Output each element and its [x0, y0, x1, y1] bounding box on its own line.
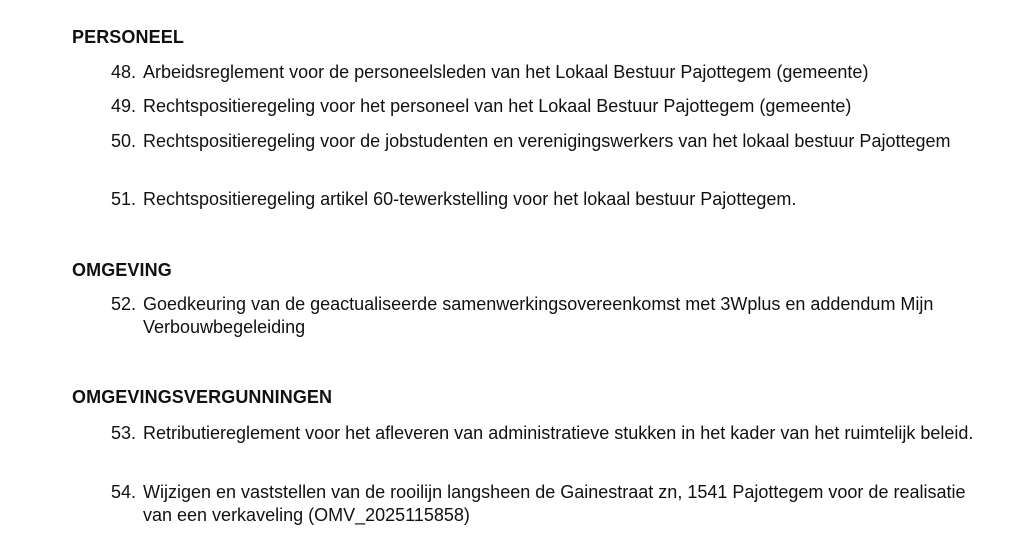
- item-number: 54.: [110, 482, 136, 502]
- item-text: Rechtspositieregeling voor de jobstudenten en verenigingswerkers van het lokaal bestuur Pajottegem: [143, 131, 951, 151]
- item-number: 48.: [110, 62, 136, 82]
- section-heading: OMGEVING: [72, 260, 172, 280]
- item-number: 50.: [110, 131, 136, 151]
- item-number: 51.: [110, 189, 136, 209]
- item-text: Rechtspositieregeling artikel 60-tewerkstelling voor het lokaal bestuur Pajottegem.: [143, 189, 797, 209]
- section-heading: PERSONEEL: [72, 27, 184, 47]
- item-number: 53.: [110, 423, 136, 443]
- item-number: 52.: [110, 294, 136, 314]
- item-text: Wijzigen en vaststellen van de rooilijn langsheen de Gainestraat zn, 1541 Pajottegem voor de realisatie van een verkaveling (OMV_2025115858): [143, 482, 966, 525]
- section-heading: OMGEVINGSVERGUNNINGEN: [72, 387, 333, 407]
- item-text: Retributiereglement voor het afleveren van administratieve stukken in het kader van het ruimtelijk beleid.: [143, 423, 974, 443]
- item-number: 49.: [110, 96, 136, 116]
- item-text: Rechtspositieregeling voor het personeel van het Lokaal Bestuur Pajottegem (gemeente): [143, 96, 852, 116]
- item-text: Arbeidsreglement voor de personeelsleden van het Lokaal Bestuur Pajottegem (gemeente): [143, 62, 869, 82]
- item-text: Goedkeuring van de geactualiseerde samenwerkingsovereenkomst met 3Wplus en addendum Mijn Verbouwbegeleiding: [143, 294, 934, 337]
